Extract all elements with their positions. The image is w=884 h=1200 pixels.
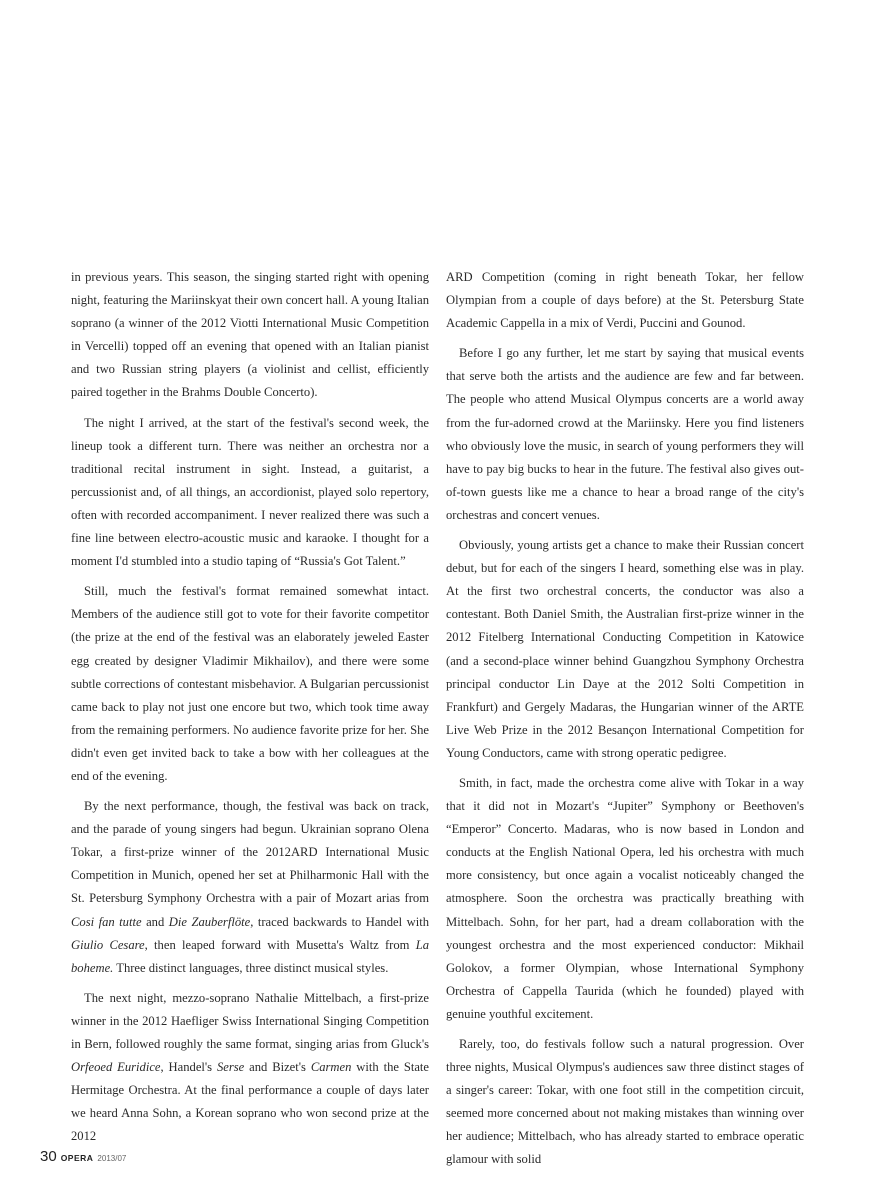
italic-title: Die Zauberflöte <box>168 914 251 929</box>
italic-title: Carmen <box>310 1060 352 1075</box>
right-column <box>446 266 804 1172</box>
italic-title: Orfeoed Euridice <box>71 1060 161 1075</box>
paragraph-text: , traced backwards to Handel with <box>250 914 430 929</box>
paragraph-text: By the next performance, though, the festival was back on track, and the parade of young singers had begun. Ukrainian soprano Olena Tokar, a first-prize winner of the 2012ARD International Music Competition in Munich, opened her set at Philharmonic Hall with the St. Petersburg Symphony Orchestra with a pair of Mozart arias from <box>71 799 429 906</box>
paragraph-text: The night I arrived, at the start of the festival's second week, the lineup took a different turn. There was neither an orchestra nor a traditional recital instrument in sight. Instead, a guitarist, a percussionist and, of all things, an accordionist, played solo repertory, often with recorded accompaniment. I never realized there was such a fine line between electro-acoustic music and karaoke. I thought for a moment I'd stumbled into a studio taping of “Russia's Got Talent.” <box>71 415 429 569</box>
page-number: 30 <box>40 1148 57 1165</box>
left-column <box>71 266 429 1148</box>
article-paragraph <box>446 772 804 1026</box>
article-paragraph <box>446 1033 804 1172</box>
paragraph-text: and Bizet's <box>244 1060 311 1075</box>
paragraph-text: Before I go any further, let me start by saying that musical events that serve both the artists and the audience are few and far between. The people who attend Musical Olympus concerts are a world away from the fur-adorned crowd at the Mariinsky. Here you find listeners who obviously love the music, in search of young performers they will have to pay big bucks to hear in the future. The festival also gives out-of-town guests like me a chance to hear a broad range of the city's orchestras and concert venues. <box>446 346 804 522</box>
article-paragraph <box>71 795 429 980</box>
italic-title: La boheme. <box>71 937 429 975</box>
italic-title: Cosi fan tutte <box>71 914 142 929</box>
paragraph-text: with the State Hermitage Orchestra. At the final performance a couple of days later we heard Anna Sohn, a Korean soprano who won second prize at the 2012 <box>71 1060 430 1144</box>
paragraph-text: , then leaped forward with Musetta's Waltz from <box>144 937 416 952</box>
article-paragraph <box>71 266 429 405</box>
page-footer <box>40 1148 126 1170</box>
paragraph-text: Rarely, too, do festivals follow such a natural progression. Over three nights, Musical Olympus's audiences saw three distinct stages of a singer's career: Tokar, with one foot still in the competition circuit, seemed more concerned about not making mistakes than winning over her audience; Mittelbach, who has already started to embrace operatic glamour with solid <box>446 1037 804 1167</box>
article-paragraph <box>446 534 804 765</box>
paragraph-text: Smith, in fact, made the orchestra come alive with Tokar in a way that it did not in Mozart's “Jupiter” Symphony or Beethoven's “Emperor” Concerto. Madaras, who is now based in London and conducts at the English National Opera, led his orchestra with much more consistency, but once again a vocalist noticeably changed the atmosphere. Soon the orchestra was practically breathing with Mittelbach. Sohn, for her part, had a dream collaboration with the youngest orchestra and the most experienced conductor: Mikhail Golokov, a former Olympian, whose International Symphony Orchestra of Cappella Taurida (which he founded) played with genuine youthful excitement. <box>446 775 804 1021</box>
italic-title: Serse <box>216 1060 245 1075</box>
article-paragraph <box>71 580 429 788</box>
paragraph-text: Obviously, young artists get a chance to make their Russian concert debut, but for each of the singers I heard, something else was in play. At the first two orchestral concerts, the conductor was also a contestant. Both Daniel Smith, the Australian first-prize winner in the 2012 Fitelberg International Conducting Competition in Katowice (and a second-place winner behind Guangzhou Symphony Orchestra principal conductor Lin Daye at the 2012 Solti Competition in Frankfurt) and Gergely Madaras, the Hungarian winner of the ARTE Live Web Prize in the 2012 Besançon International Competition for Young Conductors, came with strong operatic pedigree. <box>446 538 804 760</box>
magazine-name: OPERA <box>60 1153 94 1163</box>
paragraph-text: Still, much the festival's format remained somewhat intact. Members of the audience still got to vote for their favorite competitor (the prize at the end of the festival was an elaborately jeweled Easter egg created by designer Vladimir Mikhailov), and there were some subtle corrections of contestant misbehavior. A Bulgarian percussionist came back to play not just one encore but two, which took time away from the remaining performers. No audience favorite prize for her. She didn't even get invited back to take a bow with her colleagues at the end of the evening. <box>71 584 429 783</box>
article-paragraph <box>71 412 429 574</box>
paragraph-text: Three distinct languages, three distinct musical styles. <box>113 960 389 975</box>
article-paragraph <box>446 342 804 527</box>
paragraph-text: in previous years. This season, the singing started right with opening night, featuring the Mariinskyat their own concert hall. A young Italian soprano (a winner of the 2012 Viotti International Music Competition in Vercelli) topped off an evening that opened with an Italian pianist and two Russian string players (a violinist and cellist, efficiently paired together in the Brahms Double Concerto). <box>71 270 429 400</box>
paragraph-text: The next night, mezzo-soprano Nathalie Mittelbach, a first-prize winner in the 2012 Haefliger Swiss International Singing Competition in Bern, followed roughly the same format, singing arias from Gluck's <box>71 990 429 1051</box>
italic-title: Giulio Cesare <box>71 937 145 952</box>
paragraph-text: and <box>141 914 169 929</box>
issue-date: 2013/07 <box>97 1154 127 1163</box>
article-paragraph <box>446 266 804 335</box>
paragraph-text: ARD Competition (coming in right beneath Tokar, her fellow Olympian from a couple of days before) at the St. Petersburg State Academic Cappella in a mix of Verdi, Puccini and Gounod. <box>446 270 804 331</box>
paragraph-text: , Handel's <box>160 1060 217 1075</box>
article-paragraph <box>71 987 429 1149</box>
